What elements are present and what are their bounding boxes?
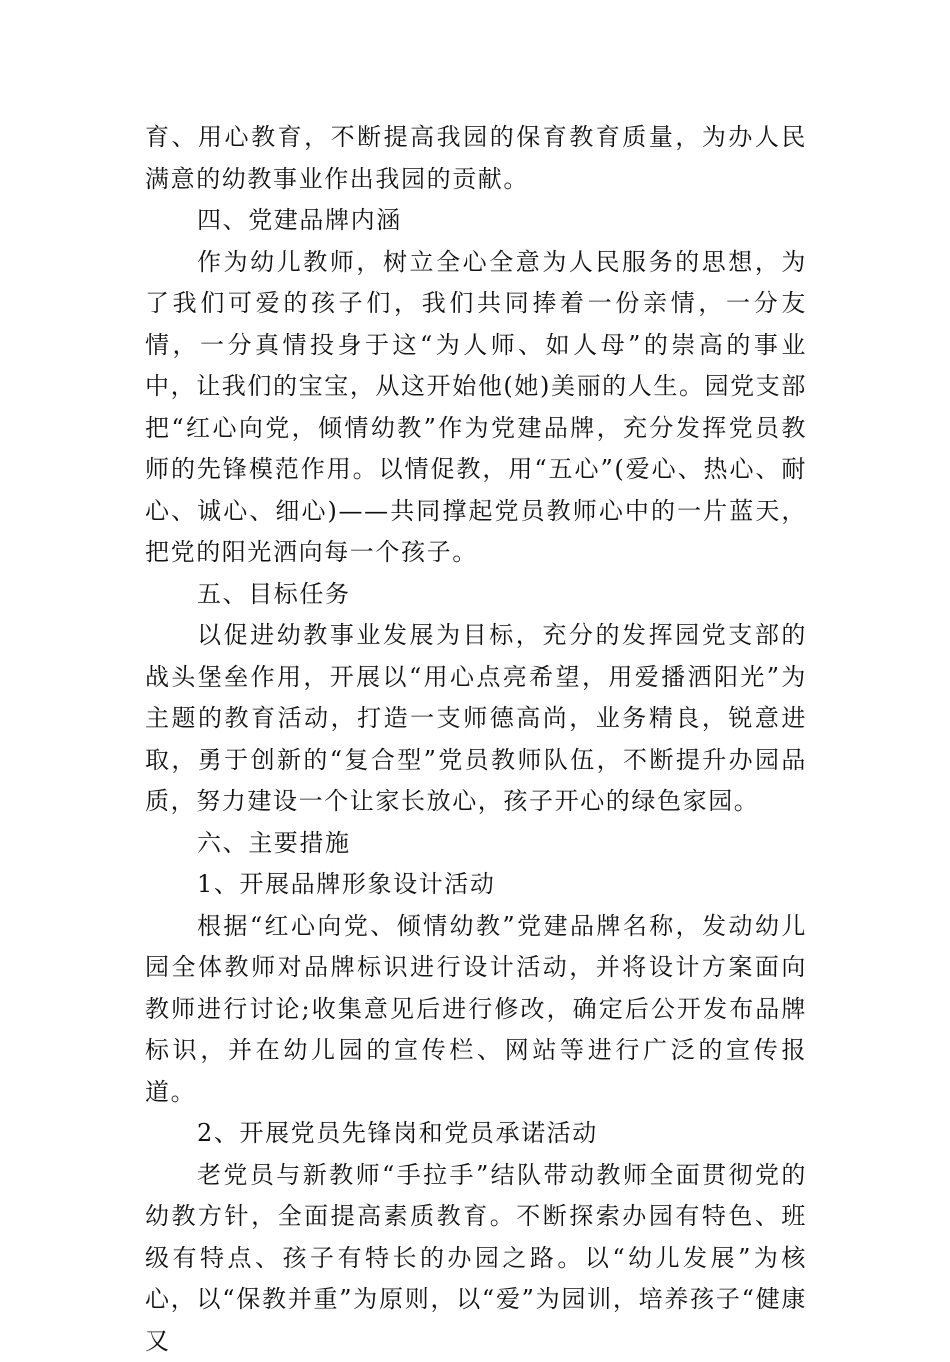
paragraph-goals: 以促进幼教事业发展为目标，充分的发挥园党支部的战头堡垒作用，开展以“用心点亮希望，用爱播洒阳光”为主题的教育活动，打造一支师德高尚，业务精良，锐意进取，勇于创新的“复合型”党员教师队伍，不断提升办园品质，努力建设一个让家长放心，孩子开心的绿色家园。 — [145, 615, 807, 823]
paragraph-brand-meaning: 作为幼儿教师，树立全心全意为人民服务的思想，为了我们可爱的孩子们，我们共同捧着一份亲情，一分友情，一分真情投身于这“为人师、如人母”的崇高的事业中，让我们的宝宝，从这开始他(她)美丽的人生。园党支部把“红心向党，倾情幼教”作为党建品牌，充分发挥党员教师的先锋模范作用。以情促教，用“五心”(爱心、热心、耐心、诚心、细心)——共同撑起党员教师心中的一片蓝天，把党的阳光洒向每一个孩子。 — [145, 242, 807, 574]
paragraph-continued: 育、用心教育，不断提高我园的保育教育质量，为办人民满意的幼教事业作出我园的贡献。 — [145, 117, 807, 200]
section-heading-6: 六、主要措施 — [145, 823, 807, 865]
section-heading-5: 五、目标任务 — [145, 574, 807, 616]
subsection-heading-2: 2、开展党员先锋岗和党员承诺活动 — [145, 1113, 807, 1155]
paragraph-pioneer-post: 老党员与新教师“手拉手”结队带动教师全面贯彻党的幼教方针，全面提高素质教育。不断探索办园有特色、班级有特点、孩子有特长的办园之路。以“幼儿发展”为核心，以“保教并重”为原则，以“爱”为园训，培养孩子“健康又 — [145, 1155, 807, 1362]
subsection-heading-1: 1、开展品牌形象设计活动 — [145, 864, 807, 906]
paragraph-brand-design: 根据“红心向党、倾情幼教”党建品牌名称，发动幼儿园全体教师对品牌标识进行设计活动，并将设计方案面向教师进行讨论;收集意见后进行修改，确定后公开发布品牌标识，并在幼儿园的宣传栏、网站等进行广泛的宣传报道。 — [145, 906, 807, 1114]
document-page — [145, 117, 807, 1362]
section-heading-4: 四、党建品牌内涵 — [145, 200, 807, 242]
